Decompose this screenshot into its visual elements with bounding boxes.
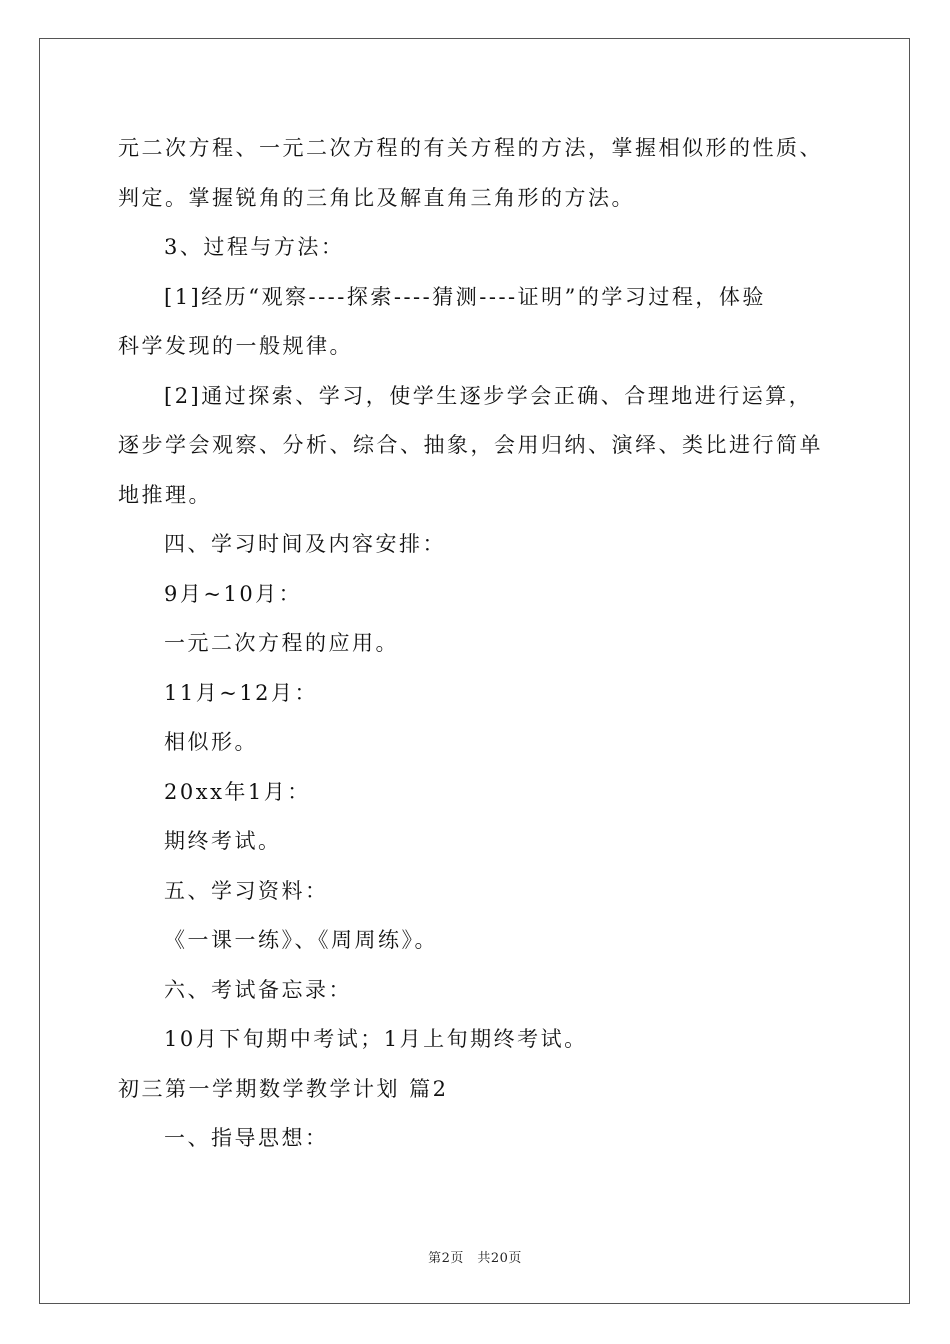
article-title: 初三第一学期数学教学计划 篇2 [118, 1076, 449, 1101]
paragraph-line: 10月下旬期中考试；1月上旬期终考试。 [164, 1027, 588, 1051]
schedule-content: 一元二次方程的应用。 [164, 631, 399, 655]
schedule-period: 9月~10月： [164, 581, 303, 606]
paragraph-line: 《一课一练》、《周周练》。 [164, 928, 438, 952]
schedule-content: 期终考试。 [164, 829, 282, 853]
document-body [118, 124, 838, 1164]
paragraph-line: 逐步学会观察、分析、综合、抽象，会用归纳、演绎、类比进行简单 [118, 433, 823, 457]
section-heading: 3、过程与方法： [164, 235, 345, 259]
section-heading: 四、学习时间及内容安排： [164, 532, 446, 556]
schedule-content: 相似形。 [164, 730, 258, 754]
section-heading: 六、考试备忘录： [164, 977, 352, 1002]
paragraph-line: [2]通过探索、学习，使学生逐步学会正确、合理地进行运算， [164, 383, 813, 408]
paragraph-line: 科学发现的一般规律。 [118, 334, 353, 358]
section-heading: 五、学习资料： [164, 878, 329, 903]
paragraph-line: 判定。掌握锐角的三角比及解直角三角形的方法。 [118, 185, 635, 210]
schedule-period: 20xx年1月： [164, 779, 311, 804]
paragraph-line: 元二次方程、一元二次方程的有关方程的方法，掌握相似形的性质、 [118, 136, 823, 160]
page-number-footer: 第2页 共20页 [428, 1251, 522, 1266]
paragraph-line: [1]经历“观察----探索----猜测----证明”的学习过程，体验 [164, 284, 766, 309]
schedule-period: 11月~12月： [164, 680, 319, 705]
section-heading: 一、指导思想： [164, 1126, 329, 1150]
paragraph-line: 地推理。 [118, 482, 212, 507]
